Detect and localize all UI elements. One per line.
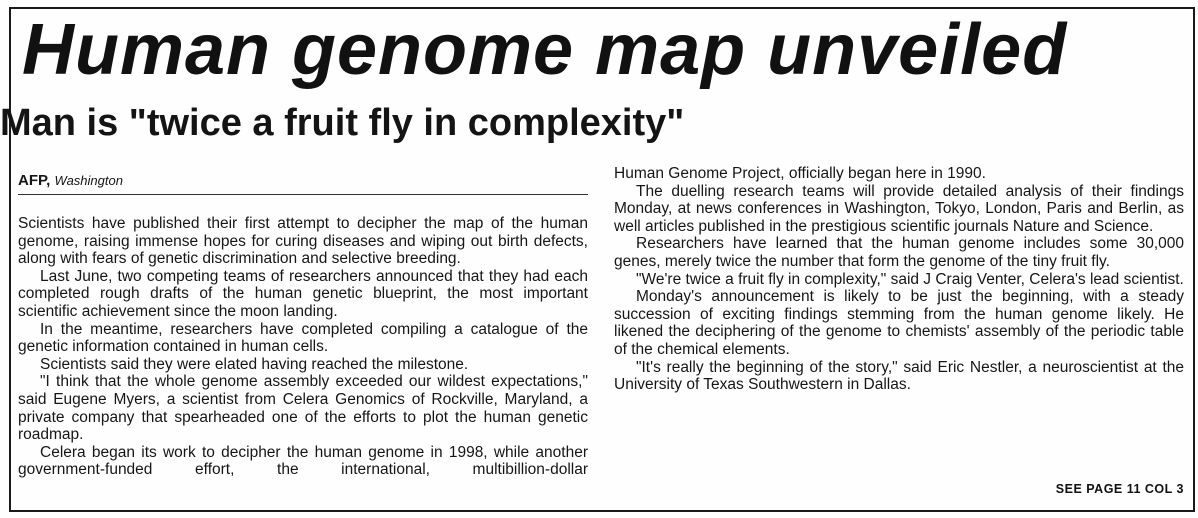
article-paragraph: "I think that the whole genome assembly exceeded our wildest expectations," said Eugene Myers, a scientist from Celera Genomics of Rockville, Maryland, a private company that spearheaded one of the efforts to plot the human genetic roadmap. [18, 373, 588, 444]
article-column-right [614, 165, 1184, 394]
article-column-left [18, 170, 588, 479]
article-paragraph: The duelling research teams will provide detailed analysis of their findings Monday, at news conferences in Washington, Tokyo, London, Paris and Berlin, as well articles published in the prestigious scientific journals Nature and Science. [614, 182, 1184, 235]
article-paragraph: "We're twice a fruit fly in complexity," said J Craig Venter, Celera's lead scientist. [636, 270, 1184, 288]
article-paragraph: Last June, two competing teams of researchers announced that they had each completed rough drafts of the human genetic blueprint, the most important scientific achievement since the moon landing. [18, 267, 588, 320]
article-paragraph: Scientists have published their first attempt to decipher the map of the human genome, raising immense hopes for curing diseases and wiping out birth defects, along with fears of genetic discrimination and selective breeding. [18, 215, 588, 268]
article-paragraph: "It's really the beginning of the story," said Eric Nestler, a neuroscientist at the University of Texas Southwestern in Dallas. [614, 358, 1184, 394]
article-paragraph: Human Genome Project, officially began here in 1990. [614, 165, 986, 182]
article-paragraph: In the meantime, researchers have completed compiling a catalogue of the genetic information contained in human cells. [18, 320, 588, 356]
byline-agency: AFP, [18, 172, 51, 189]
article-paragraph: Researchers have learned that the human genome includes some 30,000 genes, merely twice the number that form the genome of the tiny fruit fly. [614, 235, 1184, 270]
byline [18, 170, 588, 195]
article-paragraph: Scientists said they were elated having reached the milestone. [40, 355, 469, 373]
byline-dateline: Washington [54, 173, 123, 188]
continuation-notice: SEE PAGE 11 COL 3 [1055, 482, 1184, 496]
article-paragraph: Celera began its work to decipher the human genome in 1998, while another government-funded effort, the international, multibillion-dollar [18, 443, 588, 479]
headline: Human genome map unveiled [22, 10, 1068, 90]
subheadline: Man is "twice a fruit fly in complexity" [0, 102, 685, 144]
article-paragraph: Monday's announcement is likely to be just the beginning, with a steady succession of exciting findings stemming from the human genome likely. He likened the deciphering of the genome to chemists' assembly of the periodic table of the chemical elements. [614, 288, 1184, 358]
